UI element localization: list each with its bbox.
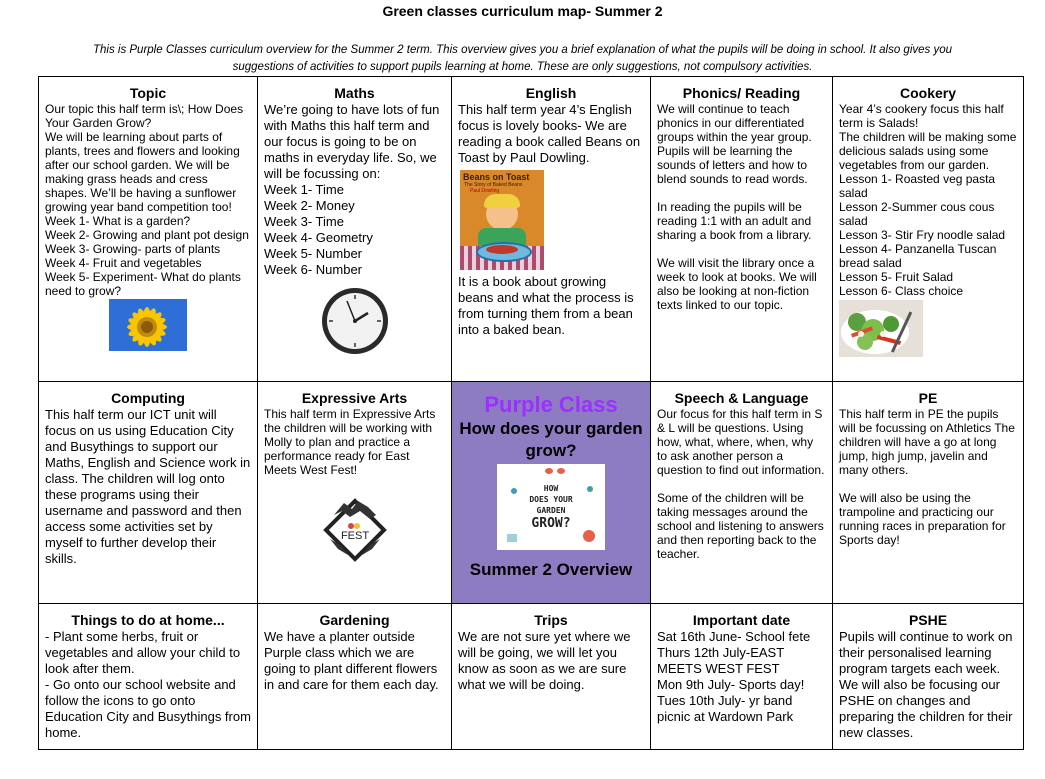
home-body: - Plant some herbs, fruit or vegetables and allow your child to look after them. - Go onto our school website and follow the icons to go onto Education City and Busythings from home.: [45, 629, 251, 740]
cell-important-dates: [651, 604, 833, 750]
dates-body: Sat 16th June- School fete Thurs 12th July-EAST MEETS WEST FEST Mon 9th July- Sports day! Tues 10th July- yr band picnic at Wardown Park: [657, 629, 811, 724]
cell-english: [452, 77, 651, 382]
cell-phonics: [651, 77, 833, 382]
maths-heading: Maths: [334, 85, 375, 101]
expressive-arts-heading: Expressive Arts: [301, 390, 408, 406]
cell-cookery: [833, 77, 1024, 382]
cell-speech-language: [651, 382, 833, 604]
gardening-heading: Gardening: [319, 612, 390, 628]
phonics-heading: Phonics/ Reading: [682, 85, 801, 101]
home-heading: Things to do at home...: [71, 612, 225, 628]
cookery-body: Year 4’s cookery focus this half term is Salads! The children will be making some delicious salads using some vegetables from our garden. Lesson 1- Roasted veg pasta salad Lesson 2-Summer cous cous salad Lesson 3- Stir Fry noodle salad Lesson 4- Panzanella Tuscan bread salad Lesson 5- Fruit Salad Lesson 6- Class choice: [839, 102, 1017, 298]
pe-body: This half term in PE the pupils will be focussing on Athletics The children will have a go at long jump, high jump, javelin and many others. We will also be using the trampoline and practicing our running races in preparation for Sports day!: [839, 407, 1015, 547]
english-body-1: This half term year 4’s English focus is lovely books- We are reading a book called Beans on Toast by Paul Dowling.: [458, 102, 641, 165]
intro-text: This is Purple Classes curriculum overview for the Summer 2 term. This overview gives you a brief explanation of what the pupils will be doing in school. It also gives you suggestions of activities to support pupils learning at home. These are only suggestions, not compulsory activities.: [92, 44, 953, 73]
trips-body: We are not sure yet where we will be going, we will let you know as soon as we are sure what we will be doing.: [458, 629, 631, 692]
garden-grow-image: [497, 464, 605, 550]
cell-pshe: [833, 604, 1024, 750]
dates-heading: Important date: [692, 612, 791, 628]
garden-grow-line-2: DOES YOUR: [529, 495, 573, 504]
book-subtitle: The Story of Baked Beans: [464, 182, 523, 188]
garden-grow-line-1: HOW: [543, 484, 559, 493]
cell-computing: [39, 382, 258, 604]
pe-heading: PE: [918, 390, 938, 406]
cell-purple-class: [452, 382, 651, 604]
cell-home: [39, 604, 258, 750]
speech-body: Our focus for this half term in S & L will be questions. Using how, what, where, when, why to ask another person a question to find out information. Some of the children will be taking messages around the school and listening to answers and then reporting back to the teacher.: [657, 407, 825, 561]
computing-heading: Computing: [111, 390, 185, 406]
purple-class-title: Purple Class: [484, 392, 618, 417]
page-title: Green classes curriculum map- Summer 2: [382, 3, 663, 19]
purple-class-footer: Summer 2 Overview: [469, 560, 633, 579]
curriculum-grid: [38, 76, 1024, 750]
maths-body: We’re going to have lots of fun with Maths this half term and our focus is going to be on maths in everyday life. So, we will be focussing on: Week 1- Time Week 2- Money Week 3- Time Week 4- Geometry Week 5- Number Week 6- Number: [264, 102, 440, 277]
english-body-2: It is a book about growing beans and what the process is from turning them from a bean into a baked bean.: [458, 274, 634, 337]
book-title: Beans on Toast: [463, 172, 530, 182]
topic-body: Our topic this half term is\; How Does Your Garden Grow? We will be learning about parts of plants, trees and flowers and looking after our school garden. We will be making grass heads and cress shapes. We’ll be having a sunflower growing year band competition too! Week 1- What is a garden? Week 2- Growing and plant pot design Week 3- Growing- parts of plants Week 4- Fruit and vegetables Week 5- Experiment- What do plants need to grow?: [45, 102, 249, 298]
cell-expressive-arts: [258, 382, 452, 604]
salad-image: [839, 300, 923, 357]
fest-logo-text: FEST: [340, 530, 369, 542]
book-author: Paul Dowling: [470, 188, 500, 194]
speech-heading: Speech & Language: [674, 390, 809, 406]
cookery-heading: Cookery: [899, 85, 957, 101]
cell-topic: [39, 77, 258, 382]
trips-heading: Trips: [534, 612, 568, 628]
cell-gardening: [258, 604, 452, 750]
expressive-arts-body: This half term in Expressive Arts the children will be working with Molly to plan and practice a performance ready for East Meets West Fest!: [264, 407, 436, 477]
gardening-body: We have a planter outside Purple class which we are going to plant different flowers in and care for them each day.: [264, 629, 439, 692]
book-cover-image: [460, 170, 544, 270]
pshe-heading: PSHE: [908, 612, 948, 628]
pshe-body: Pupils will continue to work on their personalised learning program targets each week. We will also be focusing our PSHE on changes and preparing the children for their new classes.: [839, 629, 1013, 740]
garden-grow-line-4: GROW?: [531, 516, 571, 531]
topic-heading: Topic: [129, 85, 167, 101]
cell-pe: [833, 382, 1024, 604]
garden-grow-line-3: GARDEN: [536, 506, 566, 515]
cell-maths: [258, 77, 452, 382]
purple-class-subtitle: How does your garden grow?: [459, 419, 643, 460]
sunflower-image: [109, 299, 187, 351]
english-heading: English: [525, 85, 577, 101]
phonics-body: We will continue to teach phonics in our differentiated groups within the year group. Pupils will be learning the sounds of letters and how to blend sounds to read words. In reading the pupils will be reading 1:1 with an adult and sharing a book from a library. We will visit the library once a week to look at books. We will also be looking at non-fiction texts linked to our topic.: [657, 102, 817, 312]
clock-image: [320, 286, 390, 356]
computing-body: This half term our ICT unit will focus on us using Education City and Busythings to support our Maths, English and Science work in class. The children will log onto these programs using their username and password and then access some activities set by myself to further develop their skills.: [45, 407, 251, 566]
fest-logo-image: [320, 495, 390, 565]
cell-trips: [452, 604, 651, 750]
